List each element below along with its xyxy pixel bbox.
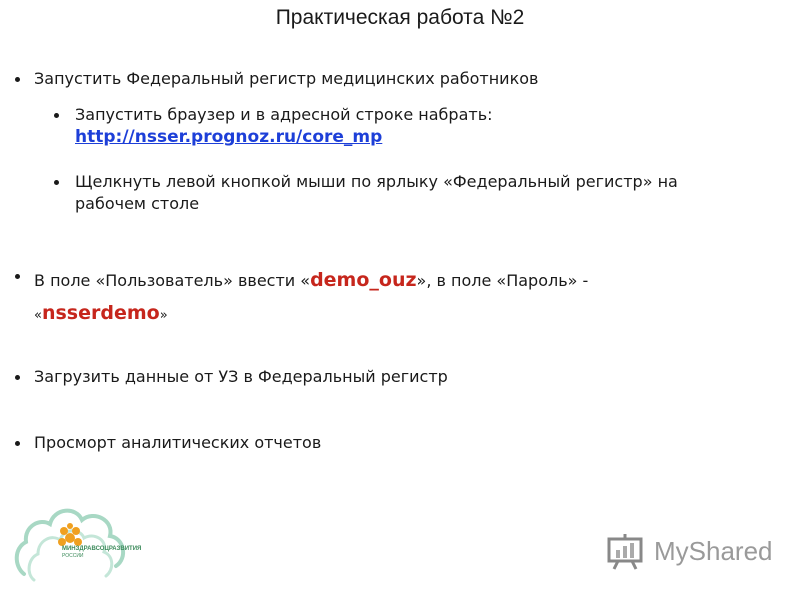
myshared-logo-text: MyShared <box>654 536 773 566</box>
ministry-logo-line2: РОССИИ <box>62 553 84 559</box>
item-view-reports: Просморт аналитических отчетов <box>34 433 322 452</box>
item-click-shortcut <box>75 171 785 215</box>
myshared-logo <box>606 532 786 572</box>
item-click-shortcut-line1: Щелкнуть левой кнопкой мыши по ярлыку «Федеральный регистр» на <box>75 172 678 191</box>
quote-open: « <box>34 308 42 323</box>
ministry-logo-line1: МИНЗДРАВСОЦРАЗВИТИЯ <box>62 546 142 552</box>
bullet <box>15 441 20 446</box>
item-launch-registry: Запустить Федеральный регистр медицинских работников <box>34 69 539 88</box>
slide-title: Практическая работа №2 <box>275 6 525 29</box>
sub-bullet <box>54 113 59 118</box>
bullet <box>15 375 20 380</box>
item-open-browser-text: Запустить браузер и в адресной строке набрать: <box>75 105 493 124</box>
item-click-shortcut-line2: рабочем столе <box>75 194 200 213</box>
ministry-logo <box>10 496 150 596</box>
username-value: demo_ouz <box>310 269 417 291</box>
login-mid: », в поле «Пароль» - <box>416 271 589 290</box>
item-upload-data: Загрузить данные от УЗ в Федеральный регистр <box>34 367 448 386</box>
bullet <box>15 77 20 82</box>
quote-close: » <box>159 308 168 323</box>
bullet <box>15 274 20 279</box>
login-pre: В поле «Пользователь» ввести « <box>34 271 311 290</box>
password-value: nsserdemo <box>41 302 160 324</box>
presentation-board-icon <box>606 534 646 570</box>
item-login <box>34 264 774 332</box>
item-open-browser <box>75 104 775 148</box>
sub-bullet <box>54 180 59 185</box>
registry-link[interactable]: http://nsser.prognoz.ru/core_mp <box>75 127 383 147</box>
